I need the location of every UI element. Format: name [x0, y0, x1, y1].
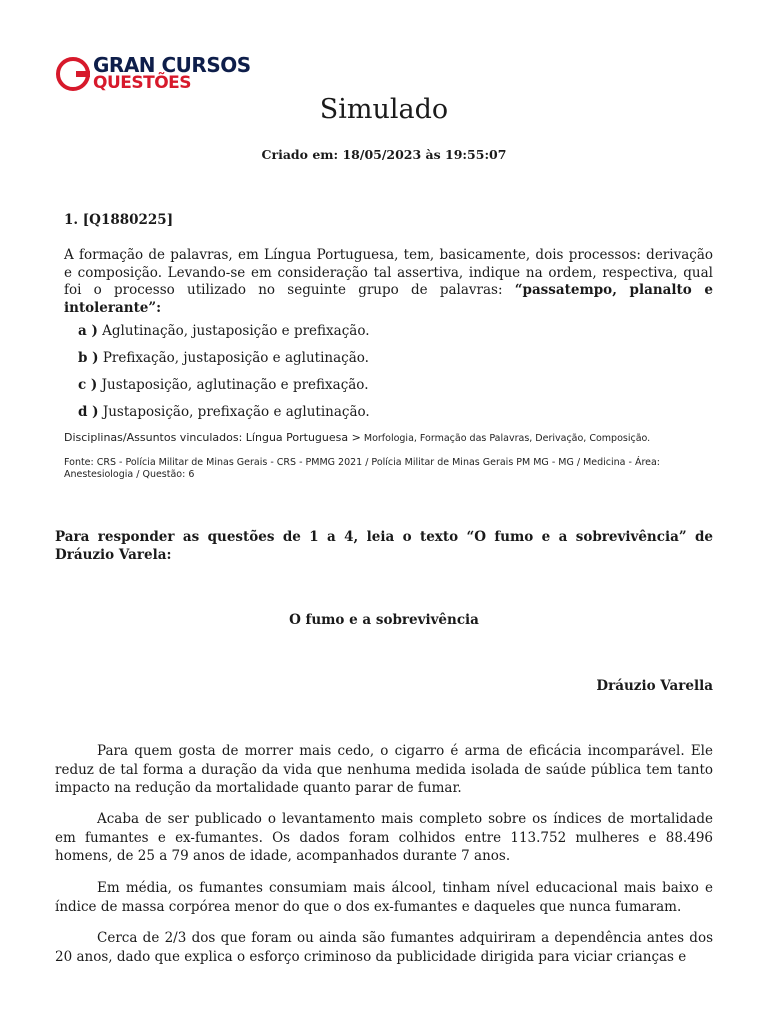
option-d[interactable] — [78, 403, 370, 430]
option-text: Justaposição, prefixação e aglutinação. — [102, 404, 370, 420]
option-letter: b ) — [78, 350, 99, 366]
paragraph-3: Em média, os fumantes consumiam mais álcool, tinham nível educacional mais baixo e índice de massa corpórea menor do que o dos ex-fumantes e daqueles que nunca fumaram. — [55, 880, 713, 915]
option-c[interactable] — [78, 376, 370, 403]
option-b[interactable] — [78, 349, 370, 376]
disciplines-value: Morfologia, Formação das Palavras, Derivação, Composição. — [363, 433, 651, 444]
paragraph-1: Para quem gosta de morrer mais cedo, o cigarro é arma de eficácia incomparável. Ele reduz de tal forma a duração da vida que nenhuma medida isolada de saúde pública tem tanto impacto na redução da mortalidade quanto parar de fumar. — [55, 743, 713, 796]
logo-line2: QUESTÕES — [93, 73, 192, 93]
question-highlight: “passatempo, planalto e intolerante”: — [64, 282, 713, 316]
question-number: 1. [Q1880225] — [64, 212, 174, 228]
text-author: Dráuzio Varella — [596, 678, 713, 694]
option-letter: a ) — [78, 323, 98, 339]
answer-options — [78, 322, 370, 430]
disciplines-label: Disciplinas/Assuntos vinculados: Língua Portuguesa > — [64, 431, 361, 444]
option-text: Prefixação, justaposição e aglutinação. — [102, 350, 369, 366]
option-letter: d ) — [78, 404, 99, 420]
logo-text — [93, 55, 251, 92]
paragraph-2: Acaba de ser publicado o levantamento mais completo sobre os índices de mortalidade em fumantes e ex-fumantes. Os dados foram colhidos entre 113.752 mulheres e 88.496 homens, de 25 a 79 anos de idade, acompanhados durante 7 anos. — [55, 811, 713, 864]
document-title: Simulado — [319, 94, 449, 125]
option-text: Aglutinação, justaposição e prefixação. — [102, 323, 370, 339]
text-title: O fumo e a sobrevivência — [289, 612, 479, 628]
question-source: Fonte: CRS - Polícia Militar de Minas Gerais - CRS - PMMG 2021 / Polícia Militar de Minas Gerais PM MG - MG / Medicina - Área: Anestesiologia / Questão: 6 — [64, 457, 661, 480]
disciplines-line — [64, 432, 713, 445]
option-a[interactable] — [78, 322, 370, 349]
question-text: A formação de palavras, em Língua Portuguesa, tem, basicamente, dois processos: derivação e composição. Levando-se em consideração tal assertiva, indique na ordem, respectiva, qual foi o processo utilizado no seguinte grupo de palavras: — [64, 247, 713, 298]
reading-instructions: Para responder as questões de 1 a 4, leia o texto “O fumo e a sobrevivência” de Dráuzio Varela: — [55, 529, 713, 563]
created-date: Criado em: 18/05/2023 às 19:55:07 — [261, 147, 507, 162]
logo-g-icon — [56, 57, 90, 91]
question-statement — [64, 247, 713, 317]
option-text: Justaposição, aglutinação e prefixação. — [101, 377, 369, 393]
option-letter: c ) — [78, 377, 98, 393]
logo-line1: GRAN CURSOS — [93, 53, 251, 77]
paragraph-4: Cerca de 2/3 dos que foram ou ainda são fumantes adquiriram a dependência antes dos 20 anos, dado que explica o esforço criminoso da publicidade dirigida para viciar crianças e — [55, 930, 713, 965]
brand-logo — [56, 55, 251, 92]
